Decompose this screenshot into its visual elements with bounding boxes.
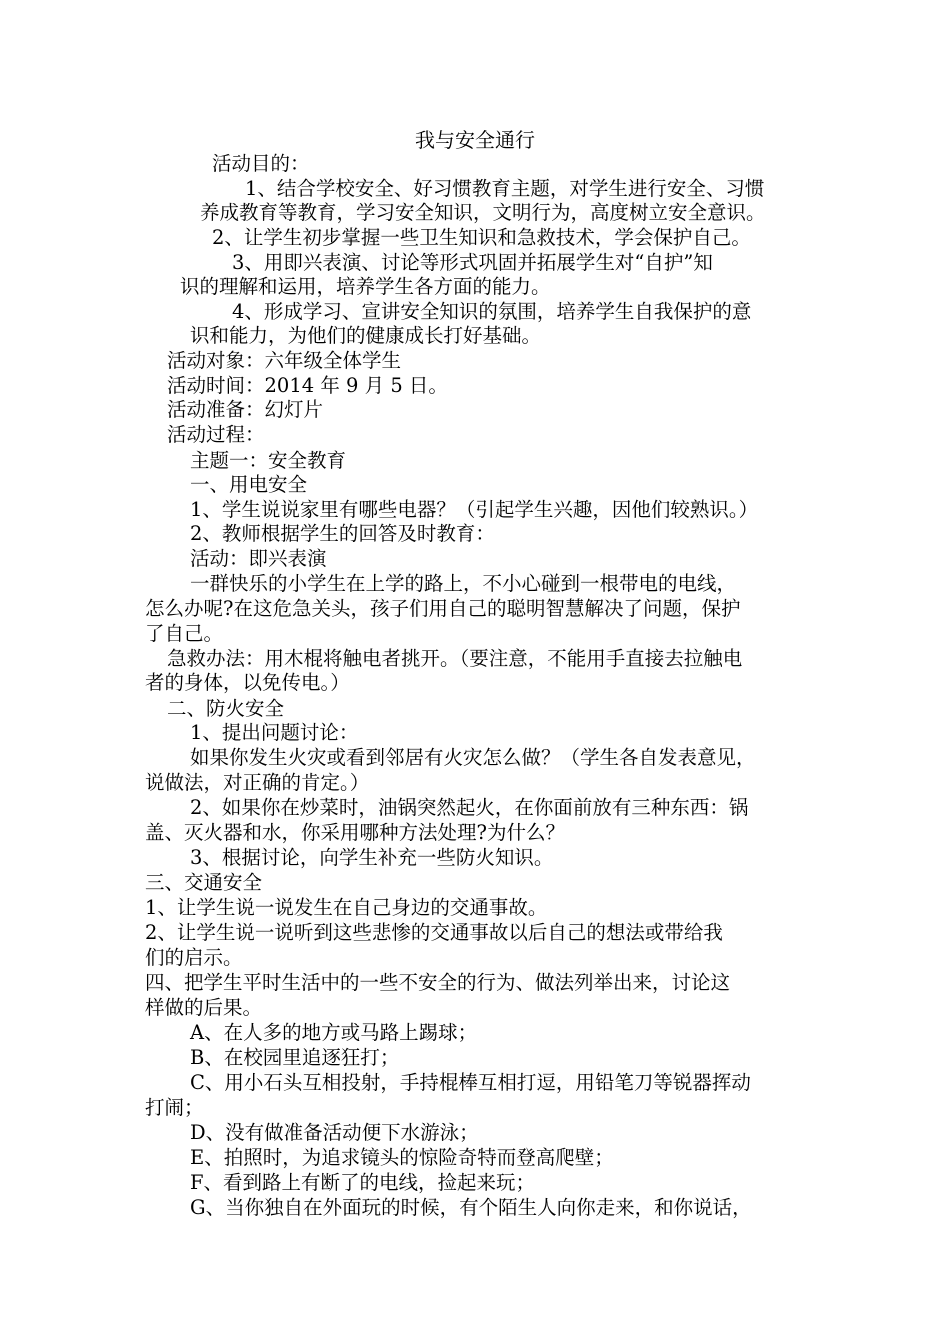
text-line: B、在校园里追逐狂打；	[190, 1046, 400, 1069]
text-line: 们的启示。	[145, 946, 243, 969]
text-line: 1、提出问题讨论：	[190, 721, 359, 744]
text-line: 一、用电安全	[190, 473, 308, 496]
text-line: 急救办法：用木棍将触电者挑开。（要注意，不能用手直接去拉触电	[167, 647, 743, 670]
text-line: 2、如果你在炒菜时，油锅突然起火，在你面前放有三种东西：锅	[190, 796, 749, 819]
text-line: 活动时间：2014 年 9 月 5 日。	[167, 374, 448, 397]
text-line: 识和能力，为他们的健康成长打好基础。	[190, 324, 542, 347]
text-line: 四、把学生平时生活中的一些不安全的行为、做法列举出来，讨论这	[145, 971, 731, 994]
text-line: F、看到路上有断了的电线，捡起来玩；	[190, 1171, 536, 1194]
text-line: 3、用即兴表演、讨论等形式巩固并拓展学生对“自护”知	[232, 251, 713, 274]
text-line: 活动准备：幻灯片	[167, 398, 324, 421]
text-line: 4、形成学习、宣讲安全知识的氛围，培养学生自我保护的意	[232, 300, 752, 323]
text-line: 2、教师根据学生的回答及时教育：	[190, 522, 495, 545]
text-line: 主题一：安全教育	[190, 449, 347, 472]
text-line: 说做法，对正确的肯定。）	[145, 771, 370, 794]
text-line: 二、防火安全	[167, 697, 285, 720]
text-line: 养成教育等教育，学习安全知识，文明行为，高度树立安全意识。	[200, 201, 766, 224]
text-line: 活动目的：	[212, 152, 310, 175]
text-line: 了自己。	[145, 622, 224, 645]
text-line: 识的理解和运用，培养学生各方面的能力。	[180, 275, 551, 298]
text-line: A、在人多的地方或马路上踢球；	[190, 1021, 478, 1044]
text-line: 1、结合学校安全、好习惯教育主题，对学生进行安全、习惯	[245, 177, 765, 200]
text-line: 盖、灭火器和水，你采用哪种方法处理?为什么？	[145, 821, 565, 844]
text-line: 一群快乐的小学生在上学的路上，不小心碰到一根带电的电线，	[190, 572, 737, 595]
text-line: 三、交通安全	[145, 871, 263, 894]
text-line: 活动：即兴表演	[190, 547, 327, 570]
text-line: 样做的后果。	[145, 996, 263, 1019]
text-line: C、用小石头互相投射，手持棍棒互相打逗，用铅笔刀等锐器挥动	[190, 1071, 751, 1094]
text-line: 2、让学生初步掌握一些卫生知识和急救技术，学会保护自己。	[212, 226, 751, 249]
text-line: 2、让学生说一说听到这些悲惨的交通事故以后自己的想法或带给我	[145, 921, 723, 944]
text-line: 者的身体，以免传电。）	[145, 671, 350, 694]
text-line: G、当你独自在外面玩的时候，有个陌生人向你走来，和你说话，	[190, 1196, 752, 1219]
text-line: 活动对象：六年级全体学生	[167, 349, 402, 372]
text-line: 1、学生说说家里有哪些电器？（引起学生兴趣，因他们较熟识。）	[190, 498, 759, 521]
document-title: 我与安全通行	[415, 128, 535, 152]
text-line: E、拍照时，为追求镜头的惊险奇特而登高爬壁；	[190, 1146, 614, 1169]
text-line: D、没有做准备活动便下水游泳；	[190, 1121, 479, 1144]
text-line: 3、根据讨论，向学生补充一些防火知识。	[190, 846, 554, 869]
text-line: 如果你发生火灾或看到邻居有火灾怎么做？（学生各自发表意见，	[190, 746, 756, 769]
text-line: 打闹；	[145, 1096, 204, 1119]
text-line: 1、让学生说一说发生在自己身边的交通事故。	[145, 896, 548, 919]
text-line: 怎么办呢?在这危急关头，孩子们用自己的聪明智慧解决了问题，保护	[145, 597, 741, 620]
text-line: 活动过程：	[167, 423, 265, 446]
